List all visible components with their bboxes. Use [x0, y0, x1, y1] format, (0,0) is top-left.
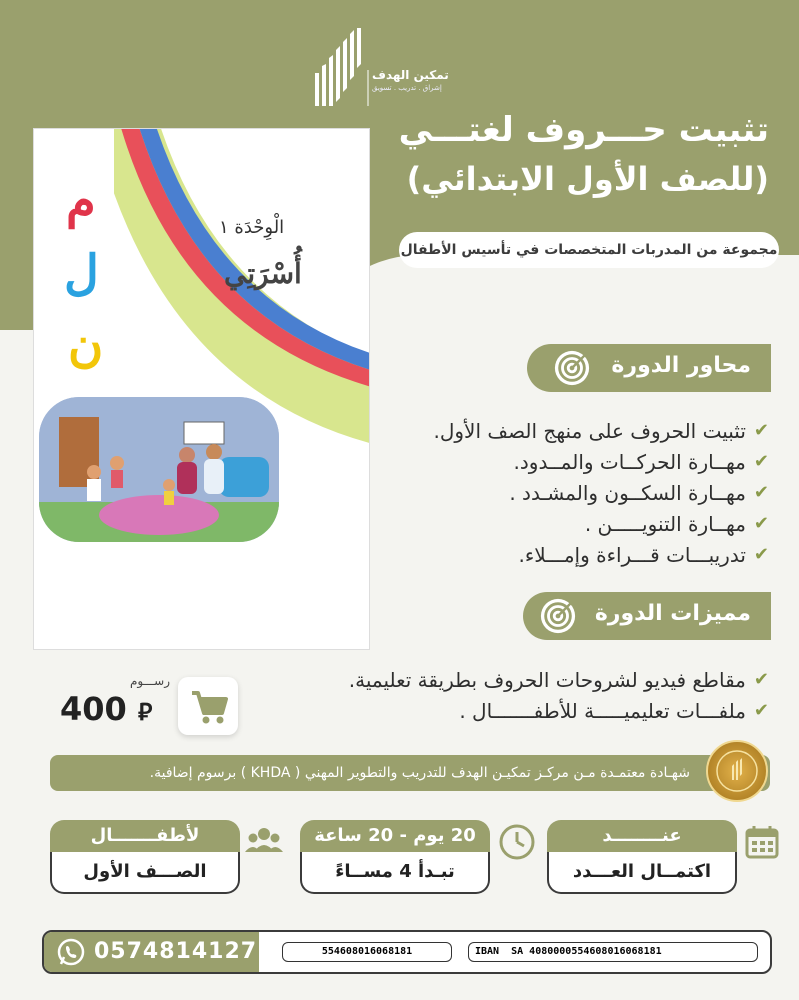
subtitle-pill: مجموعة من المدربات المتخصصات في تأسيس الأطفال: [399, 232, 779, 268]
check-icon: ✔: [753, 700, 769, 721]
medal-icon: [706, 740, 768, 802]
title-line-1: تثبيت حـــروف لغتـــي: [398, 110, 769, 150]
letter-meem: م: [66, 173, 96, 229]
cart-icon: [178, 677, 238, 735]
list-item: ✔ ملفـــات تعليميـــــة للأطفـــــــال .: [459, 698, 769, 723]
fee-amount: 400 ⃁: [60, 690, 153, 728]
count-top: عنــــــــد: [547, 820, 737, 852]
fee-label: رســـوم: [130, 674, 171, 688]
check-icon: ✔: [753, 420, 769, 441]
check-icon: ✔: [753, 669, 769, 690]
list-item: ✔ تدريبـــات قـــراءة وإمـــلاء.: [518, 542, 769, 567]
duration-bottom: تبـدأ 4 مســاءً: [300, 852, 490, 894]
check-icon: ✔: [753, 544, 769, 565]
family-scene-icon: [39, 397, 279, 542]
duration-top: 20 يوم - 20 ساعة: [300, 820, 490, 852]
calendar-icon: [742, 822, 782, 862]
audience-card: [50, 820, 240, 894]
duration-card: [300, 820, 490, 894]
list-item: ✔ تثبيت الحروف على منهج الصف الأول.: [433, 418, 769, 443]
book-cover: [33, 128, 370, 650]
features-heading-pill: [523, 592, 771, 640]
audience-top: لأطفـــــــال: [50, 820, 240, 852]
list-item: ✔ مهــارة التنويـــــن .: [584, 511, 769, 536]
contact-bar: [42, 930, 772, 974]
list-item: ✔ مقاطع فيديو لشروحات الحروف بطريقة تعليمية.: [348, 667, 769, 692]
certificate-bar: شهـادة معتمـدة مـن مركـز تمكيـن الهدف للتدريب والتطوير المهني ( KHDA ) برسوم إضافية.: [50, 755, 770, 791]
title-line-2: (للصف الأول الابتدائي): [406, 160, 769, 198]
list-item: ✔ مهــارة السكــون والمشـدد .: [509, 480, 769, 505]
features-heading: مميزات الدورة: [594, 601, 751, 626]
audience-bottom: الصـــف الأول: [50, 852, 240, 894]
axes-heading: محاور الدورة: [611, 353, 751, 378]
brand-name: تمكين الهدف: [372, 68, 449, 82]
riyal-icon: ⃁: [137, 698, 153, 726]
family-illustration: [39, 397, 279, 542]
medal-emblem-icon: [708, 742, 766, 800]
iban-label: IBAN: [475, 946, 500, 957]
phone-number[interactable]: 0574814127: [94, 939, 258, 964]
check-icon: ✔: [753, 482, 769, 503]
brand-tagline: إشراق . تدريب . تسويق: [372, 84, 442, 92]
account-number: 554608016068181: [282, 942, 452, 962]
letter-noon: ن: [68, 317, 104, 373]
clock-icon: [497, 822, 537, 862]
check-icon: ✔: [753, 451, 769, 472]
axes-list: [434, 415, 770, 570]
unit-title: أُسْرَتِي: [224, 257, 302, 290]
target-icon: [539, 597, 577, 635]
target-icon: [553, 349, 591, 387]
phone-box[interactable]: [44, 932, 259, 972]
list-item: ✔ مهــارة الحركــات والمــدود.: [513, 449, 769, 474]
letter-lam: ل: [64, 245, 99, 301]
features-list: [349, 664, 769, 726]
group-icon: [244, 822, 284, 862]
iban-field: [468, 942, 758, 962]
unit-label: الْوِحْدَة ١: [219, 217, 285, 238]
check-icon: ✔: [753, 513, 769, 534]
count-card: [547, 820, 737, 894]
axes-heading-pill: [527, 344, 771, 392]
whatsapp-icon: [56, 937, 86, 967]
iban-value: SA 4080000554608016068181: [511, 946, 662, 957]
cart-button[interactable]: [178, 677, 238, 735]
count-bottom: اكتمــال العـــدد: [547, 852, 737, 894]
